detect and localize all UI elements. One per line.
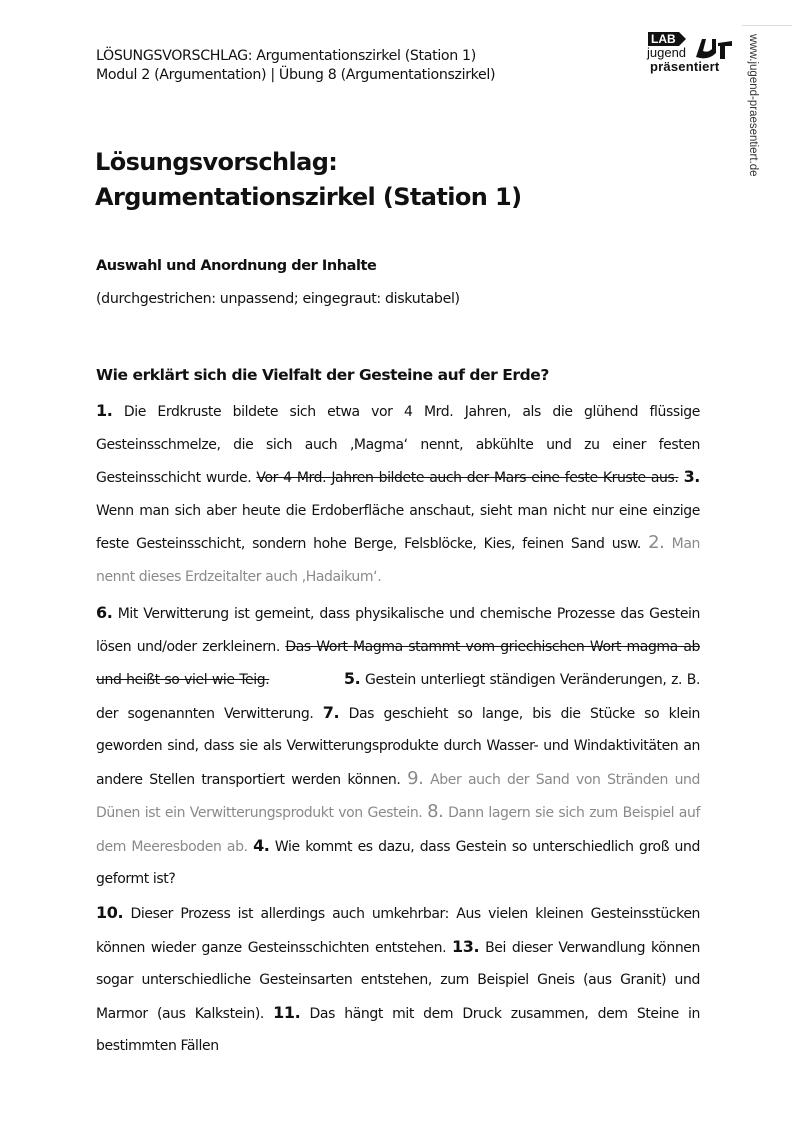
- statement-text: Gestein unterliegt ständigen Veränderungen, z. B. der sogenannten Verwitterung.: [96, 672, 700, 722]
- header-line-2: Modul 2 (Argumentation) | Übung 8 (Argumentationszirkel): [96, 67, 496, 83]
- paragraph-1: [96, 395, 700, 593]
- statement-text: Bei dieser Verwandlung können sogar unterschiedliche Gesteinsarten entstehen, zum Beispiel Gneis (aus Granit) und Marmor (aus Kalkstein).: [96, 939, 700, 1022]
- title-line-2: Argumentationszirkel (Station 1): [95, 183, 522, 211]
- logo-text-jugend: jugend: [647, 45, 687, 60]
- statement-text: Das geschieht so lange, bis die Stücke so klein geworden sind, dass sie als Verwitterungsprodukte durch Wasser- und Windaktivitäten an andere Stellen transportiert werden können.: [96, 705, 701, 788]
- website-url: www.jugend-praesentiert.de: [747, 34, 759, 177]
- statement-text: Wie kommt es dazu, dass Gestein so unterschiedlich groß und geformt ist?: [96, 838, 700, 887]
- statement-text: Mit Verwitterung ist gemeint, dass physikalische und chemische Prozesse das Gestein lösen und/oder zerkleinern.: [96, 606, 700, 655]
- statement-number: 7.: [322, 702, 340, 722]
- statement-number: 8.: [427, 801, 444, 822]
- statement-number: 4.: [253, 835, 270, 855]
- paragraph-3: [96, 897, 700, 1063]
- statement-number: 5.: [343, 669, 361, 688]
- question-heading: Wie erklärt sich die Vielfalt der Gesteine auf der Erde?: [96, 366, 549, 384]
- statement-text: Man nennt dieses Erdzeitalter auch ‚Hadaikum‘.: [96, 536, 700, 585]
- statement-text: Aber auch der Sand von Stränden und Dünen ist ein Verwitterungsprodukt von Gestein.: [96, 771, 700, 821]
- header-line-1: LÖSUNGSVORSCHLAG: Argumentationszirkel (Station 1): [96, 48, 476, 64]
- logo-badge: LAB: [648, 32, 679, 46]
- statement-text: Das hängt mit dem Druck zusammen, dem Steine in bestimmten Fällen: [96, 1005, 700, 1054]
- logo-mark-icon: [694, 35, 734, 61]
- statement-number: 11.: [273, 1002, 301, 1022]
- section-heading: Auswahl und Anordnung der Inhalte: [96, 258, 377, 274]
- paragraph-2: [96, 597, 700, 896]
- page-header: [96, 47, 495, 85]
- section-legend: (durchgestrichen: unpassend; eingegraut: diskutabel): [96, 291, 460, 307]
- statement-number: 2.: [648, 532, 665, 553]
- side-url: [744, 34, 760, 184]
- statement-struck-magma: Das Wort Magma stammt vom griechischen Wort magma ab und heißt so viel wie Teig.: [96, 638, 700, 688]
- title-line-1: Lösungsvorschlag:: [95, 148, 338, 176]
- statement-text: Dann lagern sie sich zum Beispiel auf dem Meeresboden ab.: [96, 805, 700, 855]
- statement-number: 13.: [452, 936, 480, 956]
- statement-struck-mars: Vor 4 Mrd. Jahren bildete auch der Mars eine feste Kruste aus.: [256, 470, 679, 486]
- statement-number: 1.: [96, 401, 113, 420]
- statement-text: Dieser Prozess ist allerdings auch umkehrbar: Aus vielen kleinen Gesteinsstücken können wieder ganze Gesteinsschichten entstehen.: [96, 906, 700, 956]
- lab-jugend-praesentiert-logo: [646, 30, 736, 80]
- statement-number: 10.: [96, 903, 124, 922]
- statement-text: Die Erdkruste bildete sich etwa vor 4 Mrd. Jahren, als die glühend flüssige Gesteinsschmelze, die sich auch ‚Magma‘ nennt, abkühlte und zu einer festen Gesteinsschicht wurde.: [96, 404, 700, 486]
- statement-number: 6.: [96, 603, 113, 622]
- statement-number: 9.: [407, 767, 424, 789]
- side-divider: [742, 25, 792, 26]
- logo-text-praesentiert: präsentiert: [650, 59, 720, 74]
- page-title: [95, 145, 522, 215]
- statement-text: Wenn man sich aber heute die Erdoberfläche anschaut, sieht man nicht nur eine einzige feste Gesteinsschicht, sondern hohe Berge, Felsblöcke, Kies, feinen Sand usw.: [96, 502, 700, 552]
- statement-number: 3.: [683, 467, 700, 486]
